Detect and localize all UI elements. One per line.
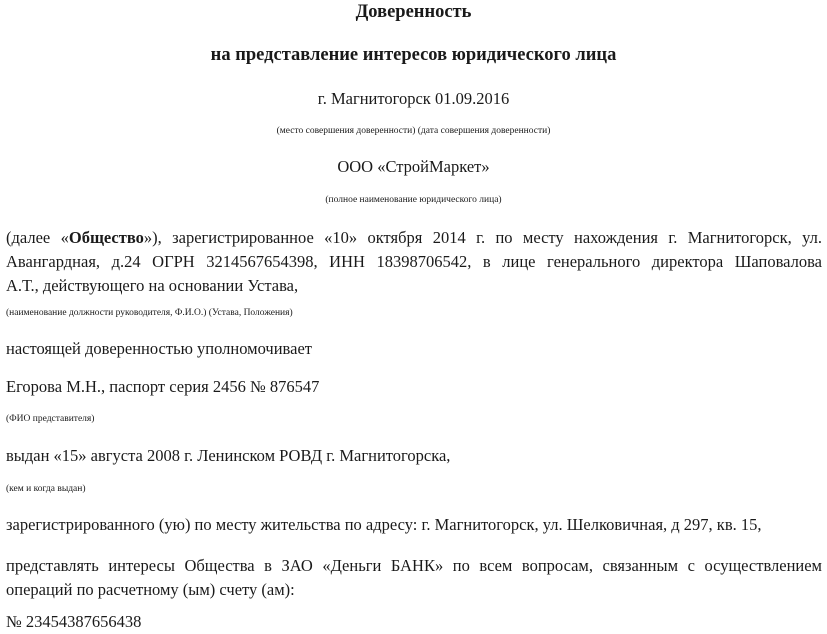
intro-line1-rest: »), зарегистрированное «10» октября 2014 г. по месту нахождения г. Магнитогорск, ул. <box>143 228 822 247</box>
intro-bold-term: Общество <box>68 228 144 247</box>
intro-paragraph <box>6 226 822 298</box>
powers-paragraph <box>6 554 822 602</box>
representative-text: Егорова М.Н., паспорт серия 2456 № 876547 <box>6 377 320 396</box>
intro-prefix: (далее « <box>6 228 69 247</box>
powers-line-1: представлять интересы Общества в ЗАО «Деньги БАНК» по всем вопросам, связанным с осуществлением <box>6 556 822 575</box>
powers-line-2: операций по расчетному (ым) счету (ам): <box>6 580 295 599</box>
place-date: г. Магнитогорск 01.09.2016 <box>317 89 510 108</box>
intro-line-2: Авангардная, д.24 ОГРН 3214567654398, ИНН 18398706542, в лице генерального директора Шаповалова <box>6 252 822 271</box>
place-date-note: (место совершения доверенности) (дата совершения доверенности) <box>276 126 551 136</box>
intro-line-3: А.Т., действующего на основании Устава, <box>6 276 299 295</box>
issued-text: выдан «15» августа 2008 г. Ленинском РОВД г. Магнитогорска, <box>6 446 451 465</box>
representative-note: (ФИО представителя) <box>6 414 95 424</box>
document-title: Доверенность <box>355 2 472 22</box>
intro-line-1 <box>6 226 822 250</box>
company-name-note: (полное наименование юридического лица) <box>325 195 502 205</box>
account-number: № 23454387656438 <box>6 612 142 631</box>
authorizes-text: настоящей доверенностью уполномочивает <box>6 339 312 358</box>
intro-note: (наименование должности руководителя, Ф.И.О.) (Устава, Положения) <box>6 308 293 318</box>
company-name: ООО «СтройМаркет» <box>337 157 490 176</box>
document-subtitle: на представление интересов юридического лица <box>210 45 617 65</box>
registered-text: зарегистрированного (ую) по месту жительства по адресу: г. Магнитогорск, ул. Шелковичная, д 297, кв. 15, <box>6 515 762 534</box>
issued-note: (кем и когда выдан) <box>6 484 86 494</box>
